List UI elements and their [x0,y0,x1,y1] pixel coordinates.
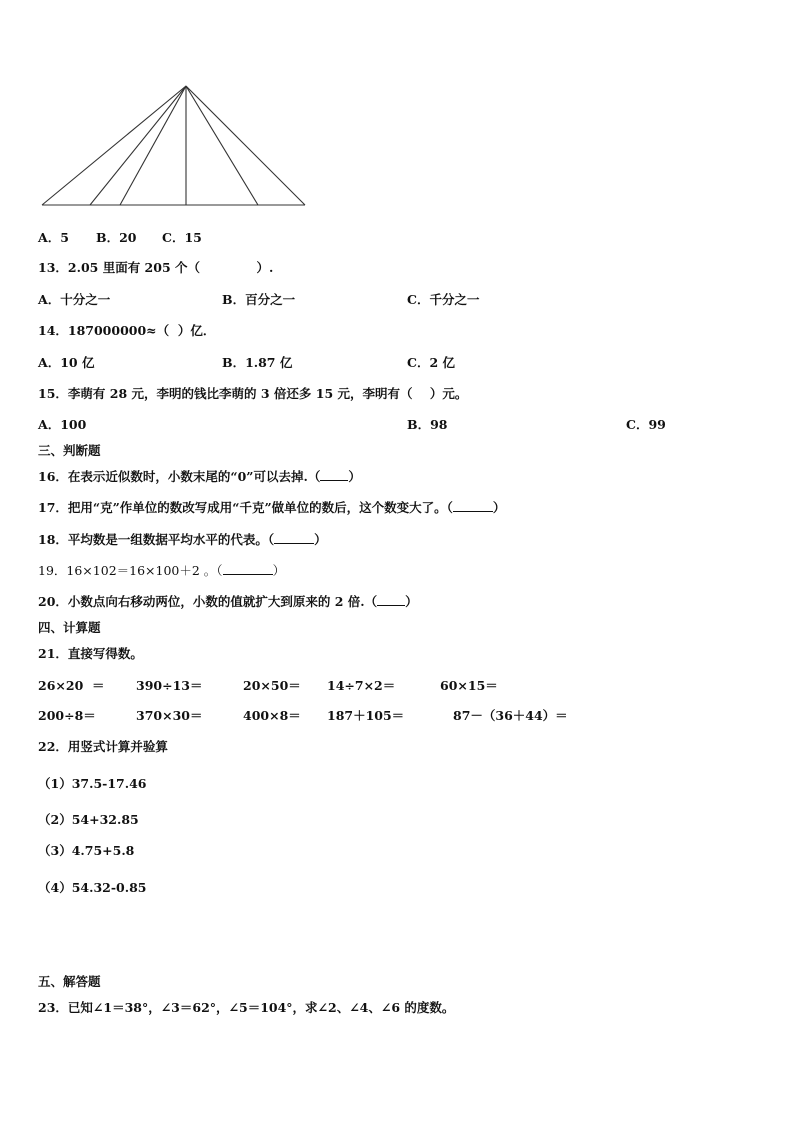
q21-expr-6: 200÷8＝ [38,708,96,723]
q13-option-a: A．十分之一 [38,292,111,307]
q21-expr-7: 370×30＝ [136,708,203,723]
q18-close: ） [314,532,327,547]
q21-expr-4: 14÷7×2＝ [327,678,396,693]
q22-item-2: （2）54+32.85 [38,812,139,827]
q18-text: 18．平均数是一组数据平均水平的代表。（ [38,532,275,547]
q16-answer-blank[interactable] [320,469,348,481]
q20-close: ） [405,594,418,609]
q19-answer-blank[interactable] [223,563,273,575]
q17-close: ） [492,500,506,515]
section-3-heading: 三、判断题 [38,443,101,458]
q14-option-c: C．2 亿 [407,355,455,370]
figure-ray-2 [90,86,186,205]
q22-item-1: （1）37.5-17.46 [38,776,147,791]
q21-expr-5: 60×15＝ [440,678,498,693]
q22-item-3: （3）4.75+5.8 [38,843,135,858]
figure-ray-6 [186,86,305,205]
q21-expr-1: 26×20 ＝ [38,678,105,693]
q16-close: ） [348,469,361,484]
q18 [38,532,327,548]
section-4-heading: 四、计算题 [38,620,101,635]
figure-ray-3 [120,86,186,205]
section-5-heading: 五、解答题 [38,974,101,989]
q13-option-c: C．千分之一 [407,292,480,307]
q17-text: 17．把用“克”作单位的数改写成用“千克”做单位的数后，这个数变大了。（ [38,500,453,515]
q21-expr-10: 87－（36＋44）＝ [453,708,568,723]
q18-answer-blank[interactable] [274,532,314,544]
q14-stem: 14．187000000≈（ ）亿． [38,323,216,338]
q22-stem: 22．用竖式计算并验算 [38,739,168,754]
q16-text: 16．在表示近似数时，小数末尾的“0”可以去掉.（ [38,469,321,484]
q12-option-b: B．20 [96,230,137,245]
q15-stem: 15．李萌有 28 元，李明的钱比李萌的 3 倍还多 15 元，李明有（ ）元。 [38,386,468,401]
q22-item-4: （4）54.32-0.85 [38,880,147,895]
figure-ray-1 [42,86,186,205]
q16 [38,469,361,485]
q20-text: 20．小数点向右移动两位，小数的值就扩大到原来的 2 倍.（ [38,594,378,609]
q15-option-a: A．100 [38,417,87,432]
q20 [38,594,418,610]
q19 [38,563,285,579]
q14-option-b: B．1.87 亿 [222,355,293,370]
q19-close: ） [272,563,286,578]
q21-stem: 21．直接写得数。 [38,646,143,661]
q14-option-a: A．10 亿 [38,355,95,370]
figure-ray-5 [186,86,258,205]
q21-expr-3: 20×50＝ [243,678,301,693]
q21-expr-2: 390÷13＝ [136,678,203,693]
q21-expr-8: 400×8＝ [243,708,301,723]
q17 [38,500,505,516]
q13-option-b: B．百分之一 [222,292,296,307]
q15-option-c: C．99 [626,417,666,432]
q19-text: 19．16×102＝16×100＋2 。（ [38,563,223,578]
q20-answer-blank[interactable] [377,594,405,606]
q15-option-b: B．98 [407,417,448,432]
angle-figure [38,82,310,212]
q12-option-a: A．5 [38,230,69,245]
q12-option-c: C．15 [162,230,202,245]
q21-expr-9: 187＋105＝ [327,708,405,723]
q17-answer-blank[interactable] [453,500,493,512]
q23-stem: 23．已知∠1＝38°，∠3＝62°，∠5＝104°，求∠2、∠4、∠6 的度数。 [38,1000,455,1015]
q13-stem: 13．2.05 里面有 205 个（ ）. [38,260,274,275]
